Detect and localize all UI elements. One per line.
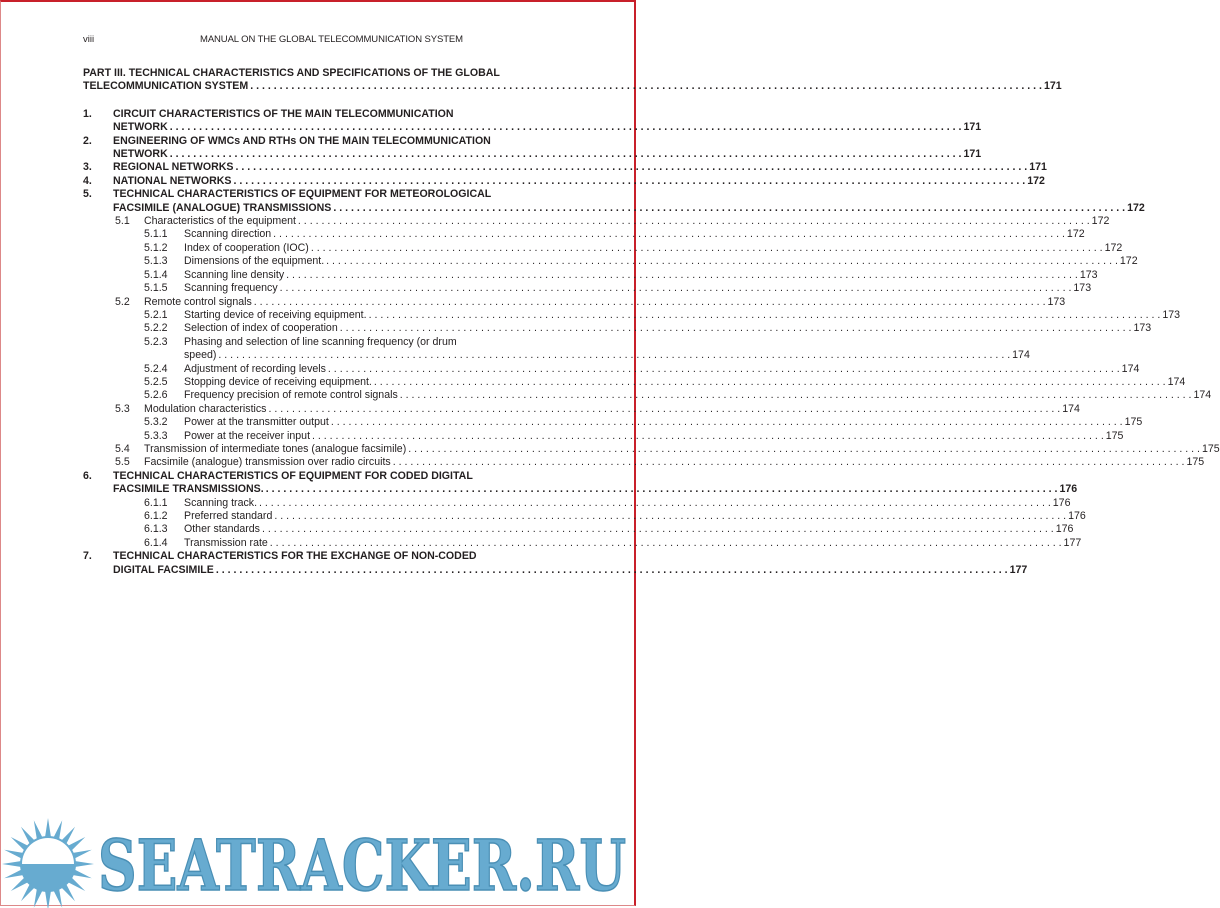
dot-leader [408,443,1200,456]
toc-page-number: 176 [1055,523,1074,536]
toc-entry[interactable] [83,241,1123,255]
dot-leader [331,416,1123,429]
toc-entry[interactable] [83,456,1205,469]
toc-page-number: 172 [1091,215,1110,228]
dot-leader [268,403,1060,416]
toc-entry-title: Frequency precision of remote control signals [184,389,398,402]
toc-part-title-line1: PART III. TECHNICAL CHARACTERISTICS AND SPECIFICATIONS OF THE GLOBAL [83,67,500,79]
dot-leader [250,80,1042,93]
dot-leader [340,322,1132,335]
dot-leader [326,255,1118,268]
toc-entry-number: 3. [83,161,92,174]
sun-ray [61,883,75,901]
toc-entry[interactable] [83,469,1078,497]
toc-entry-number: 6.1.4 [144,536,168,549]
sun-ray [21,883,35,901]
toc-entry-title: FACSIMILE TRANSMISSIONS. [113,483,264,496]
toc-entry[interactable] [83,496,1071,510]
dot-leader [259,497,1051,510]
toc-part-title-line2: TELECOMMUNICATION SYSTEM [83,80,249,93]
toc-page-number: 175 [1105,429,1124,442]
dot-leader [254,296,1046,309]
sun-ray [72,869,92,878]
toc-entry[interactable] [83,308,1180,322]
toc-entry-title: FACSIMILE (ANALOGUE) TRANSMISSIONS [113,201,332,214]
toc-entry[interactable] [83,510,1086,523]
toc-entry-title: TECHNICAL CHARACTERISTICS OF EQUIPMENT FOR CODED DIGITAL [113,469,473,482]
toc-entry[interactable] [83,322,1152,335]
toc-entry-number: 6.1.2 [144,510,168,522]
toc-entry-title: Power at the transmitter output [184,416,329,429]
toc-entry[interactable] [83,215,1110,228]
dot-leader [273,228,1065,241]
toc-page-number: 174 [1012,349,1030,362]
toc-entry[interactable] [83,255,1138,268]
toc-part-entry[interactable] [83,67,1062,94]
toc-entry-title: TECHNICAL CHARACTERISTICS FOR THE EXCHANGE OF NON-CODED [113,550,477,563]
toc-page-number: 171 [1043,80,1062,93]
toc-entry[interactable] [83,134,982,162]
toc-entry-title: CIRCUIT CHARACTERISTICS OF THE MAIN TELECOMMUNICATION [113,107,454,120]
toc-entry-title: Power at the receiver input [184,429,311,442]
toc-page-number: 176 [1052,496,1071,509]
toc-entry-title: Transmission rate [184,536,268,549]
toc-entry-number: 5.3 [115,402,130,415]
sun-ray [53,820,62,840]
toc-entry[interactable] [83,375,1186,389]
toc-page-number: 177 [1009,563,1028,576]
toc-entry-title: Scanning line density [184,268,285,281]
toc-page-number: 173 [1133,322,1152,335]
sun-ray [74,861,94,867]
dot-leader [333,202,1125,215]
toc-page-number: 177 [1063,536,1082,549]
sun-ray [45,818,51,838]
toc-page-number: 172 [1104,241,1123,254]
toc-entry[interactable] [83,107,982,135]
toc-entry-number: 5.2.2 [144,322,168,335]
toc-entry-title: NETWORK [113,121,168,134]
toc-entry-number: 6. [83,469,92,482]
dot-leader [262,523,1054,536]
toc-entry-title: Scanning frequency [184,282,278,295]
toc-entry-title: TECHNICAL CHARACTERISTICS OF EQUIPMENT FOR METEOROLOGICAL [113,188,492,201]
toc-entry[interactable] [83,161,1047,174]
toc-entry-number: 6.1.1 [144,496,168,509]
toc-entry-title: DIGITAL FACSIMILE [113,563,214,576]
toc-entry-number: 5.1.3 [144,255,168,268]
table-of-contents [83,67,1220,577]
toc-entry-number: 5.1.4 [144,268,168,281]
dot-leader [234,175,1026,188]
toc-page-number: 176 [1059,483,1078,496]
toc-entry[interactable] [83,188,1145,215]
toc-entry-title: Starting device of receiving equipment. [184,308,367,321]
toc-entry-number: 1. [83,107,92,120]
toc-entry-number: 5.2.3 [144,335,168,348]
toc-entry[interactable] [83,442,1220,456]
toc-entry[interactable] [83,416,1143,429]
toc-page-number: 174 [1121,362,1140,375]
toc-entry[interactable] [83,335,1030,363]
toc-page-number: 176 [1068,510,1086,522]
dot-leader [393,456,1185,469]
dot-leader [235,161,1027,174]
toc-page-number: 172 [1127,201,1145,214]
toc-entry[interactable] [83,536,1082,550]
toc-entry[interactable] [83,295,1066,309]
toc-entry-title: Index of cooperation (IOC) [184,241,309,254]
dot-leader [270,537,1062,550]
toc-entry-number: 7. [83,550,92,563]
sun-ray [4,850,24,859]
toc-entry-number: 5.5 [115,456,130,469]
toc-entry-number: 5.3.2 [144,416,168,429]
toc-page-number: 171 [1029,161,1047,174]
toc-entry-title: Modulation characteristics [144,402,267,415]
toc-entry-number: 5.1 [115,215,130,228]
toc-entry-title: Adjustment of recording levels [184,362,326,375]
toc-entry-title: NETWORK [113,148,168,161]
toc-entry-number: 5.1.5 [144,282,168,295]
toc-page-number: 172 [1119,255,1138,268]
toc-entry-number: 5.2.5 [144,375,168,388]
toc-page-number: 175 [1201,442,1220,455]
toc-entry-title: Selection of index of cooperation [184,322,338,335]
toc-page-number: 175 [1124,416,1143,429]
sun-ray [4,869,24,878]
toc-page-number: 173 [1079,268,1098,281]
toc-entry-number: 5.1.1 [144,228,168,241]
dot-leader [170,148,962,161]
toc-entry-title: Preferred standard [184,510,273,522]
toc-entry[interactable] [83,429,1124,443]
dot-leader [328,363,1120,376]
toc-entry-title: ENGINEERING OF WMCs AND RTHs ON THE MAIN TELECOMMUNICATION [113,134,491,147]
watermark-text: SEATRACKER.RU [98,824,626,907]
toc-entry-title: Facsimile (analogue) transmission over radio circuits [144,456,391,469]
toc-entry-number: 2. [83,134,92,147]
toc-page-number: 174 [1193,389,1212,402]
dot-leader [312,430,1104,443]
toc-entry-number: 4. [83,174,92,187]
toc-entry[interactable] [83,282,1092,295]
header-page-number: viii [83,34,95,45]
toc-entry-title: Characteristics of the equipment [144,215,296,228]
dot-leader [218,349,1010,362]
toc-entry-number: 5.2.6 [144,389,168,402]
sun-ray [34,820,43,840]
toc-entry-number: 5.3.3 [144,429,168,442]
toc-entry-number: 5.2.1 [144,308,168,321]
toc-entry-title: Remote control signals [144,295,252,308]
toc-entry-number: 6.1.3 [144,523,168,536]
toc-entry-number: 5.4 [115,442,130,455]
toc-page-number: 175 [1186,456,1205,469]
sun-ray [72,850,92,859]
toc-entry[interactable] [83,402,1080,416]
sun-ray [11,877,29,891]
dot-leader [311,242,1103,255]
toc-entry[interactable] [83,550,1028,577]
toc-page-number: 172 [1066,228,1085,241]
toc-entry[interactable] [83,389,1212,402]
toc-entry-title: Other standards [184,523,260,536]
toc-entry[interactable] [83,228,1085,241]
toc-entry-title: NATIONAL NETWORKS [113,174,232,187]
toc-entry-title: Transmission of intermediate tones (analogue facsimile) [144,442,407,455]
sun-ray [67,877,85,891]
toc-page-number: 174 [1062,402,1080,415]
dot-leader [374,376,1166,389]
toc-entry[interactable] [83,523,1074,536]
toc-page-number: 171 [963,121,982,134]
dot-leader [266,483,1058,496]
toc-entry-title: Dimensions of the equipment. [184,255,325,268]
dot-leader [286,269,1078,282]
dot-leader [400,389,1192,402]
toc-entry-title: REGIONAL NETWORKS [113,161,234,174]
toc-entry-number: 5.2.4 [144,362,168,375]
toc-entry-number: 5. [83,188,92,201]
toc-page-number: 173 [1162,308,1180,321]
toc-entry-title: Phasing and selection of line scanning frequency (or drum [184,335,457,348]
header-title: MANUAL ON THE GLOBAL TELECOMMUNICATION SYSTEM [200,34,463,45]
toc-page-number: 173 [1073,282,1092,295]
toc-page-number: 173 [1047,295,1066,308]
toc-entry-title: Stopping device of receiving equipment. [184,375,372,388]
toc-page-number: 172 [1027,174,1045,187]
seatracker-watermark-logo [0,812,638,907]
toc-entry-number: 5.2 [115,295,130,308]
toc-entry-title: Scanning direction [184,228,272,241]
dot-leader [298,215,1090,228]
toc-entry-title: speed) [184,349,217,362]
dot-leader [274,510,1066,523]
toc-entry-number: 5.1.2 [144,241,168,254]
toc-page-number: 174 [1167,375,1186,388]
dot-leader [216,564,1008,577]
dot-leader [369,309,1161,322]
dot-leader [280,282,1072,295]
toc-entry[interactable] [83,174,1045,188]
toc-entry[interactable] [83,362,1140,376]
dot-leader [170,121,962,134]
toc-page-number: 171 [963,148,982,161]
toc-entry-title: Scanning track. [184,496,258,509]
sun-ray [2,861,22,867]
toc-entry[interactable] [83,268,1098,282]
